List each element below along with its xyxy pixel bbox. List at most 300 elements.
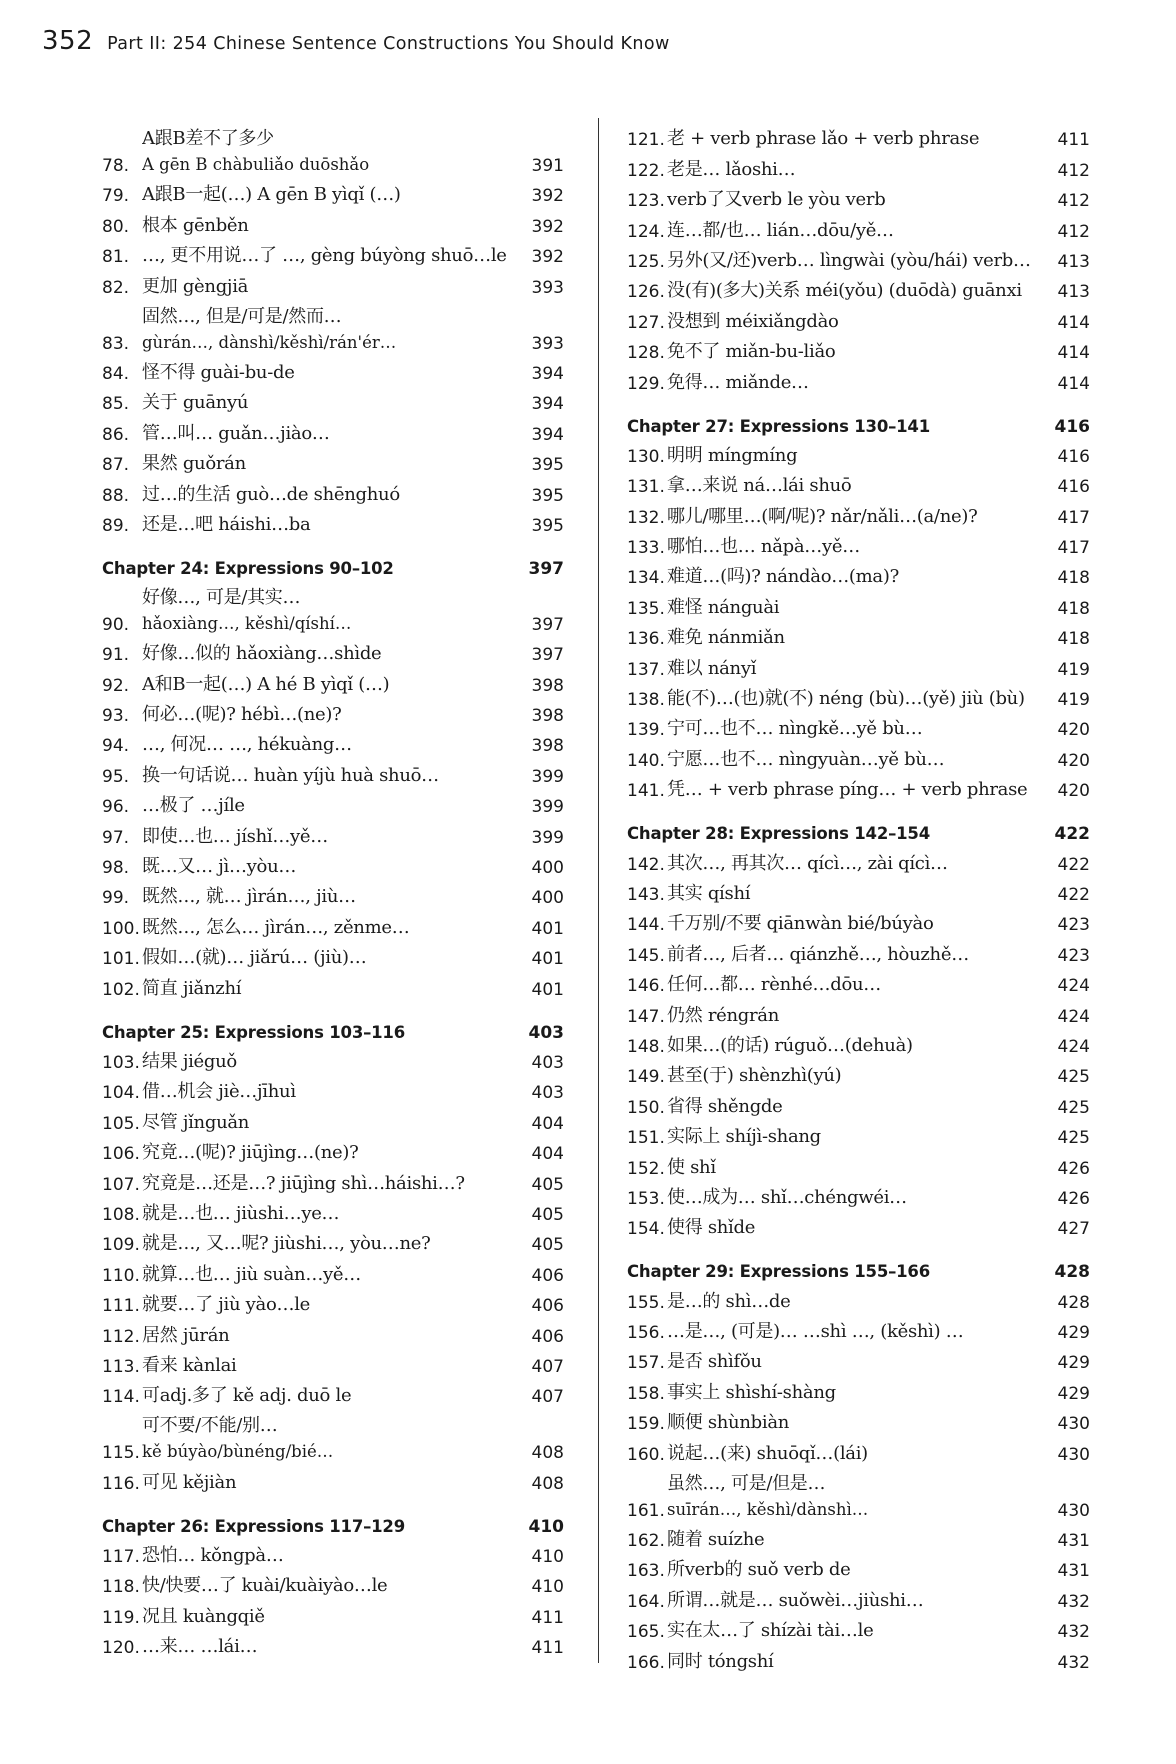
toc-entry <box>627 742 1090 772</box>
toc-entry <box>102 789 564 819</box>
entry-page-number: 394 <box>531 394 564 415</box>
entry-text: 快/快要…了 kuài/kuàiyào…le <box>142 1575 388 1597</box>
toc-entry <box>627 499 1090 529</box>
entry-number: 155. <box>627 1292 665 1313</box>
entry-body <box>142 360 518 386</box>
entry-text: 老 + verb phrase lǎo + verb phrase <box>667 128 980 150</box>
entry-page-number: 414 <box>1057 312 1090 333</box>
entry-text: 恐怕… kǒngpà… <box>142 1545 284 1567</box>
entry-text-continuation: gùrán…, dànshì/kěshì/rán'ér… <box>142 332 397 352</box>
entry-body <box>667 1618 1044 1644</box>
entry-text: 即使…也… jíshǐ…yě… <box>142 825 328 847</box>
entry-number: 127. <box>627 312 665 333</box>
entry-page-number: 412 <box>1057 221 1090 242</box>
entry-page-number: 410 <box>531 1547 564 1568</box>
entry-page-number: 414 <box>1057 373 1090 394</box>
entry-body <box>667 187 1044 213</box>
entry-number: 111. <box>102 1296 140 1317</box>
entry-number: 124. <box>627 221 665 242</box>
entry-text: 关于 guānyú <box>142 392 249 414</box>
entry-text: verb了又verb le yòu verb <box>667 189 886 211</box>
entry-body <box>142 1110 518 1136</box>
entry-page-number: 393 <box>531 277 564 298</box>
entry-body <box>142 793 518 819</box>
entry-page-number: 420 <box>1057 781 1090 802</box>
entry-page-number: 407 <box>531 1356 564 1377</box>
column-divider <box>598 118 599 1663</box>
entry-number: 96. <box>102 797 130 818</box>
entry-number: 153. <box>627 1188 665 1209</box>
toc-entry <box>102 1075 564 1105</box>
entry-number: 166. <box>627 1652 665 1673</box>
entry-page-number: 399 <box>531 766 564 787</box>
toc-entry <box>627 1523 1090 1553</box>
entry-text: 是…的 shì…de <box>667 1290 791 1312</box>
toc-entry <box>627 122 1090 152</box>
entry-text: 究竟是…还是…? jiūjìng shì…háishi…? <box>142 1172 465 1194</box>
entry-page-number: 407 <box>531 1387 564 1408</box>
toc-entry <box>627 1553 1090 1583</box>
page-number: 352 <box>42 26 94 56</box>
chapter-title: Chapter 24: Expressions 90–102 <box>102 558 394 578</box>
entry-body <box>142 1323 518 1349</box>
entry-text: 老是… lǎoshi… <box>667 158 796 180</box>
entry-number: 97. <box>102 827 130 848</box>
chapter-heading <box>102 1506 564 1539</box>
entry-body <box>667 942 1044 968</box>
entry-text: 另外(又/还)verb… lìngwài (yòu/hái) verb… <box>667 249 1031 271</box>
toc-entry <box>627 469 1090 499</box>
entry-text: …, 更不用说…了 …, gèng búyòng shuō…le <box>142 245 507 267</box>
entry-number: 113. <box>102 1356 140 1377</box>
entry-page-number: 425 <box>1057 1067 1090 1088</box>
entry-body <box>142 1604 518 1630</box>
entry-text: 管…叫… guǎn…jiào… <box>142 422 330 444</box>
toc-entry <box>102 208 564 238</box>
entry-page-number: 419 <box>1057 690 1090 711</box>
chapter-page-number: 422 <box>1054 824 1090 845</box>
entry-page-number: 413 <box>1057 282 1090 303</box>
chapter-title: Chapter 28: Expressions 142–154 <box>627 824 930 844</box>
entry-page-number: 406 <box>531 1265 564 1286</box>
toc-entry <box>627 274 1090 304</box>
entry-page-number: 394 <box>531 363 564 384</box>
entry-text: 拿…来说 ná…lái shuō <box>667 475 852 497</box>
entry-text: 如果…(的话) rúguǒ…(dehuà) <box>667 1034 913 1056</box>
entry-text: …, 何况… …, hékuàng… <box>142 734 352 756</box>
entry-body <box>142 1231 518 1257</box>
toc-entry <box>627 712 1090 742</box>
entry-page-number: 423 <box>1057 915 1090 936</box>
entry-number: 109. <box>102 1235 140 1256</box>
toc-entry <box>627 590 1090 620</box>
entry-text: 就算…也… jiù suàn…yě… <box>142 1263 361 1285</box>
entry-text: 省得 shěngde <box>667 1095 783 1117</box>
entry-page-number: 427 <box>1057 1219 1090 1240</box>
toc-entry <box>627 1406 1090 1436</box>
entry-body <box>142 1543 518 1569</box>
entry-text: 所verb的 suǒ verb de <box>667 1559 851 1581</box>
entry-text: 凭… + verb phrase píng… + verb phrase <box>667 779 1028 801</box>
entry-number: 108. <box>102 1204 140 1225</box>
toc-entry <box>102 1465 564 1495</box>
entry-number: 98. <box>102 858 130 879</box>
entry-number: 85. <box>102 394 130 415</box>
toc-entry <box>627 335 1090 365</box>
entry-text: 说起…(来) shuōqǐ…(lái) <box>667 1442 868 1464</box>
entry-body <box>667 1155 1044 1181</box>
toc-entry <box>102 178 564 208</box>
entry-text: 使…成为… shǐ…chéngwéi… <box>667 1186 907 1208</box>
entry-body <box>142 213 518 239</box>
chapter-heading <box>627 813 1090 846</box>
toc-entry <box>627 152 1090 182</box>
toc-entry <box>102 1105 564 1135</box>
entry-number: 145. <box>627 945 665 966</box>
entry-number: 129. <box>627 373 665 394</box>
entry-page-number: 400 <box>531 858 564 879</box>
entry-number: 117. <box>102 1547 140 1568</box>
toc-entry <box>102 1318 564 1348</box>
entry-body <box>667 504 1044 530</box>
entry-text: 实际上 shíjì-shang <box>667 1126 821 1148</box>
chapter-title: Chapter 29: Expressions 155–166 <box>627 1262 930 1282</box>
entry-body <box>142 585 518 637</box>
entry-page-number: 411 <box>1057 130 1090 151</box>
entry-number: 158. <box>627 1383 665 1404</box>
entry-page-number: 429 <box>1057 1353 1090 1374</box>
entry-body <box>142 915 518 941</box>
entry-page-number: 429 <box>1057 1323 1090 1344</box>
toc-entry <box>627 682 1090 712</box>
entry-number: 162. <box>627 1531 665 1552</box>
entry-page-number: 411 <box>531 1607 564 1628</box>
entry-body <box>667 686 1044 712</box>
entry-page-number: 405 <box>531 1204 564 1225</box>
chapter-heading <box>627 1251 1090 1284</box>
entry-page-number: 393 <box>531 333 564 354</box>
entry-text: 既…又… jì…yòu… <box>142 856 297 878</box>
chapter-page-number: 410 <box>528 1516 564 1537</box>
entry-text: 顺便 shùnbiàn <box>667 1412 790 1434</box>
entry-number: 105. <box>102 1113 140 1134</box>
entry-body <box>142 884 518 910</box>
entry-body <box>142 1049 518 1075</box>
entry-body <box>142 451 518 477</box>
entry-page-number: 418 <box>1057 598 1090 619</box>
entry-text: 任何…都… rènhé…dōu… <box>667 974 881 996</box>
toc-entry <box>627 1375 1090 1405</box>
chapter-page-number: 403 <box>528 1022 564 1043</box>
entry-number: 130. <box>627 446 665 467</box>
entry-text: A跟B差不了多少 <box>142 128 274 149</box>
entry-body <box>667 851 1044 877</box>
entry-number: 126. <box>627 282 665 303</box>
entry-body <box>667 1349 1044 1375</box>
entry-text: 所谓…就是… suǒwèi…jiùshi… <box>667 1589 924 1611</box>
entry-body <box>142 824 518 850</box>
entry-text: 难怪 nánguài <box>667 596 780 618</box>
chapter-heading <box>102 1012 564 1045</box>
entry-text: 随着 suízhe <box>667 1529 765 1551</box>
entry-page-number: 395 <box>531 455 564 476</box>
entry-page-number: 413 <box>1057 251 1090 272</box>
entry-body <box>667 1003 1044 1029</box>
entry-body <box>667 370 1044 396</box>
toc-entry <box>102 1166 564 1196</box>
entry-page-number: 432 <box>1057 1622 1090 1643</box>
toc-entry <box>102 477 564 507</box>
entry-body <box>667 1124 1044 1150</box>
toc-entry <box>102 941 564 971</box>
toc-entry <box>102 1288 564 1318</box>
entry-body <box>667 1319 1044 1345</box>
entry-page-number: 406 <box>531 1326 564 1347</box>
entry-body <box>142 641 518 667</box>
entry-text: A跟B一起(…) A gēn B yìqǐ (…) <box>142 184 401 206</box>
entry-text: 使 shǐ <box>667 1156 716 1178</box>
entry-page-number: 408 <box>531 1443 564 1464</box>
entry-text: …是…, (可是)… …shì …, (kěshì) … <box>667 1321 964 1343</box>
entry-body <box>667 1441 1044 1467</box>
entry-body <box>667 656 1044 682</box>
entry-number: 112. <box>102 1326 140 1347</box>
entry-number: 141. <box>627 781 665 802</box>
entry-body <box>142 854 518 880</box>
entry-text: 既然…, 怎么… jìrán…, zěnme… <box>142 916 410 938</box>
chapter-heading <box>102 548 564 581</box>
entry-number: 89. <box>102 515 130 536</box>
entry-body <box>142 732 518 758</box>
entry-text-continuation: A gēn B chàbuliǎo duōshǎo <box>142 155 370 174</box>
entry-number: 107. <box>102 1174 140 1195</box>
toc-entry <box>102 300 564 356</box>
toc-entry <box>627 907 1090 937</box>
toc-entry <box>102 1349 564 1379</box>
toc-entry <box>627 560 1090 590</box>
entry-page-number: 395 <box>531 515 564 536</box>
entry-body <box>142 1383 518 1409</box>
entry-text: 更加 gèngjiā <box>142 275 249 297</box>
chapter-page-number: 416 <box>1054 416 1090 437</box>
toc-entry <box>627 968 1090 998</box>
toc-entry <box>102 508 564 538</box>
entry-number: 143. <box>627 884 665 905</box>
entry-text: 假如…(就)… jiǎrú… (jiù)… <box>142 947 367 969</box>
toc-entry <box>102 1630 564 1660</box>
entry-text: 究竟…(呢)? jiūjìng…(ne)? <box>142 1142 359 1164</box>
toc-entry <box>627 1644 1090 1674</box>
toc-entry <box>102 239 564 269</box>
entry-text: 固然…, 但是/可是/然而… <box>142 305 342 327</box>
entry-body <box>667 157 1044 183</box>
entry-page-number: 410 <box>531 1577 564 1598</box>
entry-body <box>667 473 1044 499</box>
entry-number: 147. <box>627 1006 665 1027</box>
entry-number: 116. <box>102 1473 140 1494</box>
entry-text: 免不了 miǎn-bu-liǎo <box>667 341 836 363</box>
toc-entry <box>102 667 564 697</box>
entry-body <box>142 243 518 269</box>
entry-body <box>667 972 1044 998</box>
toc-entry <box>102 637 564 667</box>
entry-number: 84. <box>102 363 130 384</box>
entry-text: 果然 guǒrán <box>142 453 246 475</box>
entry-number: 94. <box>102 736 130 757</box>
entry-body <box>142 512 518 538</box>
entry-text: 虽然…, 可是/但是… <box>667 1472 826 1494</box>
entry-text: 借…机会 jiè…jīhuì <box>142 1081 296 1103</box>
entry-page-number: 397 <box>531 614 564 635</box>
entry-body <box>142 1292 518 1318</box>
entry-text: 哪怕…也… nǎpà…yě… <box>667 536 860 558</box>
entry-number: 106. <box>102 1144 140 1165</box>
entry-number: 152. <box>627 1158 665 1179</box>
entry-number: 138. <box>627 690 665 711</box>
entry-text: 仍然 réngrán <box>667 1004 780 1026</box>
entry-number: 133. <box>627 538 665 559</box>
entry-body <box>667 1410 1044 1436</box>
entry-text: 根本 gēnběn <box>142 214 249 236</box>
entry-text: 好像…似的 hǎoxiàng…shìde <box>142 643 382 665</box>
entry-page-number: 431 <box>1057 1531 1090 1552</box>
entry-page-number: 403 <box>531 1052 564 1073</box>
toc-entry <box>102 758 564 788</box>
entry-text: 难免 nánmiǎn <box>667 627 785 649</box>
entry-number: 137. <box>627 659 665 680</box>
toc-entry <box>627 773 1090 803</box>
entry-page-number: 432 <box>1057 1591 1090 1612</box>
entry-number: 88. <box>102 485 130 506</box>
toc-entry <box>627 1436 1090 1466</box>
entry-text: 就要…了 jiù yào…le <box>142 1294 311 1316</box>
toc-entry <box>627 1181 1090 1211</box>
entry-number: 86. <box>102 424 130 445</box>
entry-number: 81. <box>102 247 130 268</box>
entry-number: 115. <box>102 1443 140 1464</box>
entry-text: 还是…吧 háishi…ba <box>142 513 311 535</box>
entry-text: 怪不得 guài-bu-de <box>142 361 295 383</box>
entry-body <box>667 1588 1044 1614</box>
entry-body <box>667 625 1044 651</box>
toc-entry <box>102 1227 564 1257</box>
entry-number: 101. <box>102 949 140 970</box>
entry-number: 151. <box>627 1128 665 1149</box>
entry-number: 92. <box>102 675 130 696</box>
entry-text: 前者…, 后者… qiánzhě…, hòuzhě… <box>667 943 969 965</box>
entry-number: 164. <box>627 1591 665 1612</box>
toc-entry <box>102 581 564 637</box>
toc-entry <box>627 1211 1090 1241</box>
entry-page-number: 399 <box>531 797 564 818</box>
entry-body <box>142 672 518 698</box>
entry-page-number: 405 <box>531 1235 564 1256</box>
toc-entry <box>627 1120 1090 1150</box>
entry-page-number: 408 <box>531 1473 564 1494</box>
entry-text: 宁愿…也不… nìngyuàn…yě bù… <box>667 748 945 770</box>
entry-body <box>667 339 1044 365</box>
entry-body <box>142 1140 518 1166</box>
entry-text: 事实上 shìshí-shàng <box>667 1381 836 1403</box>
entry-text: …极了 …jíle <box>142 795 245 817</box>
entry-body <box>667 1527 1044 1553</box>
entry-body <box>667 564 1044 590</box>
toc-entry <box>627 998 1090 1028</box>
entry-number: 165. <box>627 1622 665 1643</box>
toc-entry <box>627 1345 1090 1375</box>
entry-body <box>142 1353 518 1379</box>
toc-entry <box>627 213 1090 243</box>
entry-body <box>667 1185 1044 1211</box>
entry-number: 93. <box>102 706 130 727</box>
entry-number: 163. <box>627 1561 665 1582</box>
entry-page-number: 398 <box>531 736 564 757</box>
toc-entry <box>102 416 564 446</box>
entry-page-number: 420 <box>1057 750 1090 771</box>
entry-body <box>142 1262 518 1288</box>
entry-text: 同时 tóngshí <box>667 1650 774 1672</box>
toc-entry <box>102 850 564 880</box>
entry-number: 159. <box>627 1414 665 1435</box>
toc-entry <box>102 1409 564 1465</box>
toc-entry <box>102 1599 564 1629</box>
entry-text: 其实 qíshí <box>667 882 751 904</box>
entry-page-number: 426 <box>1057 1188 1090 1209</box>
toc-entry <box>102 1045 564 1075</box>
toc-entry <box>627 1284 1090 1314</box>
chapter-page-number: 397 <box>528 558 564 579</box>
entry-body <box>667 218 1044 244</box>
entry-body <box>667 1033 1044 1059</box>
entry-number: 91. <box>102 645 130 666</box>
entry-page-number: 431 <box>1057 1561 1090 1582</box>
entry-page-number: 404 <box>531 1144 564 1165</box>
entry-page-number: 422 <box>1057 854 1090 875</box>
entry-text: 使得 shǐde <box>667 1217 756 1239</box>
toc-entry <box>102 122 564 178</box>
entry-body <box>667 1380 1044 1406</box>
entry-text: 可不要/不能/别… <box>142 1415 278 1437</box>
entry-page-number: 392 <box>531 247 564 268</box>
toc-entry <box>627 846 1090 876</box>
entry-number: 146. <box>627 976 665 997</box>
entry-body <box>667 1289 1044 1315</box>
entry-page-number: 417 <box>1057 538 1090 559</box>
toc-entry <box>102 447 564 477</box>
entry-page-number: 424 <box>1057 976 1090 997</box>
entry-body <box>667 1471 1044 1523</box>
toc-entry <box>627 1059 1090 1089</box>
entry-page-number: 394 <box>531 424 564 445</box>
entry-text: 宁可…也不… nìngkě…yě bù… <box>667 718 923 740</box>
entry-page-number: 418 <box>1057 568 1090 589</box>
entry-body <box>667 595 1044 621</box>
entry-body <box>142 763 518 789</box>
toc-entry <box>627 1614 1090 1644</box>
entry-page-number: 426 <box>1057 1158 1090 1179</box>
entry-text: 免得… miǎnde… <box>667 371 809 393</box>
entry-page-number: 397 <box>531 645 564 666</box>
entry-number: 131. <box>627 477 665 498</box>
entry-number: 120. <box>102 1638 140 1659</box>
entry-page-number: 392 <box>531 186 564 207</box>
entry-body <box>667 777 1044 803</box>
entry-body <box>667 1215 1044 1241</box>
page-header <box>42 26 670 56</box>
toc-right-column <box>627 122 1090 1675</box>
entry-body <box>667 534 1044 560</box>
entry-page-number: 392 <box>531 216 564 237</box>
